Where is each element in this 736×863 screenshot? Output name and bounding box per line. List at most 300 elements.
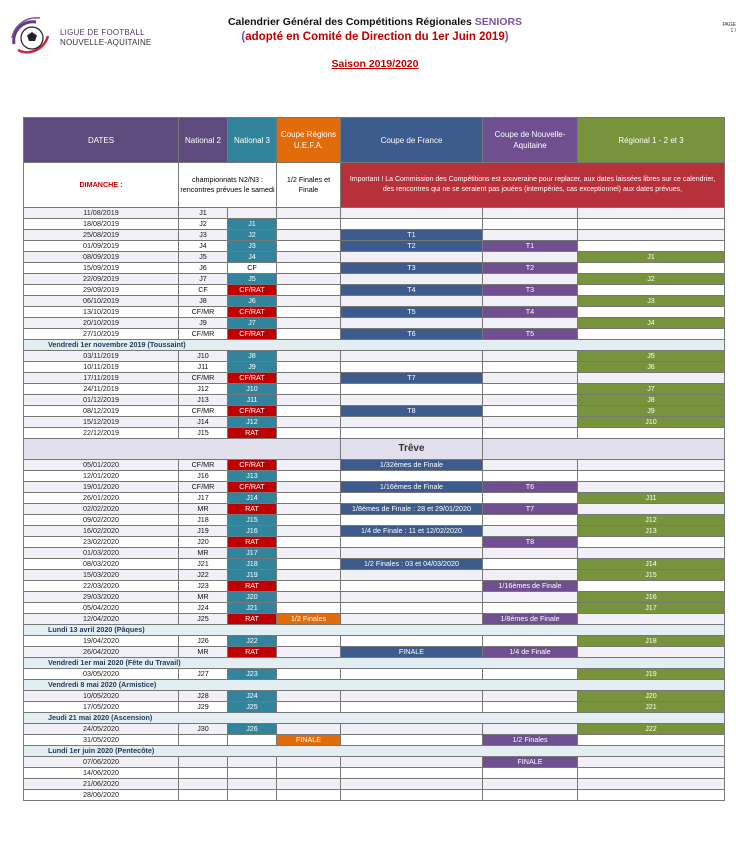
regional-cell [578,307,725,318]
national3-cell: J18 [228,559,277,570]
date-cell: 24/05/2020 [24,724,179,735]
date-cell: 15/12/2019 [24,417,179,428]
regional-cell: J12 [578,515,725,526]
uefa-cell [277,406,341,417]
uefa-cell [277,504,341,515]
national2-cell: MR [179,548,228,559]
date-cell: 12/01/2020 [24,471,179,482]
national3-cell: RAT [228,614,277,625]
coupe-na-cell [483,274,578,285]
coupe-france-cell [341,537,483,548]
coupe-na-cell [483,417,578,428]
calendar-row [24,537,725,548]
calendar-row [24,768,725,779]
holiday-label: Vendredi 8 mai 2020 (Armistice) [24,680,725,691]
national3-cell: J26 [228,724,277,735]
coupe-na-cell [483,691,578,702]
calendar-row [24,362,725,373]
coupe-france-cell: T4 [341,285,483,296]
national3-cell: J6 [228,296,277,307]
uefa-cell [277,757,341,768]
uefa-cell [277,263,341,274]
regional-cell: J5 [578,351,725,362]
football-logo-icon [8,14,54,60]
coupe-france-cell [341,219,483,230]
coupe-france-cell [341,515,483,526]
coupe-na-cell [483,779,578,790]
uefa-cell [277,790,341,801]
uefa-cell [277,373,341,384]
national2-cell: CF [179,285,228,296]
calendar-row [24,570,725,581]
uefa-note: 1/2 Finales et Finale [277,163,341,208]
date-cell: 19/04/2020 [24,636,179,647]
uefa-cell: 1/2 Finales [277,614,341,625]
national3-cell: CF/RAT [228,329,277,340]
coupe-na-cell: 1/16èmes de Finale [483,581,578,592]
calendar-row [24,460,725,471]
date-cell: 18/08/2019 [24,219,179,230]
coupe-france-cell [341,362,483,373]
national2-cell: J14 [179,417,228,428]
coupe-na-cell [483,395,578,406]
national2-cell: CF/MR [179,373,228,384]
national3-cell: CF/RAT [228,406,277,417]
break-spacer [483,439,725,460]
col-dates: DATES [24,118,179,163]
date-cell: 29/09/2019 [24,285,179,296]
national3-cell: J25 [228,702,277,713]
break-label: Trêve [341,439,483,460]
date-cell: 22/09/2019 [24,274,179,285]
regional-cell [578,263,725,274]
coupe-france-cell [341,428,483,439]
uefa-cell [277,428,341,439]
coupe-france-cell: T6 [341,329,483,340]
national2-cell: J30 [179,724,228,735]
calendar-row [24,482,725,493]
calendar-row [24,790,725,801]
coupe-france-cell: FINALE [341,647,483,658]
uefa-cell [277,285,341,296]
date-cell: 07/06/2020 [24,757,179,768]
national2-cell: J12 [179,384,228,395]
national3-cell: RAT [228,537,277,548]
regional-cell: J2 [578,274,725,285]
holiday-label: Vendredi 1er mai 2020 (Fête du Travail) [24,658,725,669]
date-cell: 11/08/2019 [24,208,179,219]
national2-cell [179,768,228,779]
regional-cell [578,219,725,230]
logo-line1: LIGUE DE FOOTBALL [60,28,145,37]
coupe-na-cell [483,592,578,603]
coupe-na-cell [483,790,578,801]
coupe-france-cell [341,702,483,713]
col-national2: National 2 [179,118,228,163]
uefa-cell: FINALE [277,735,341,746]
uefa-cell [277,493,341,504]
national3-cell: J2 [228,230,277,241]
coupe-na-cell [483,296,578,307]
national3-cell: J8 [228,351,277,362]
coupe-na-cell [483,471,578,482]
date-cell: 22/03/2020 [24,581,179,592]
subheader-row [24,163,725,208]
coupe-na-cell [483,219,578,230]
coupe-na-cell [483,318,578,329]
coupe-na-cell [483,230,578,241]
national3-cell [228,757,277,768]
date-cell: 17/11/2019 [24,373,179,384]
calendar-row [24,406,725,417]
national3-cell: J1 [228,219,277,230]
regional-cell: J6 [578,362,725,373]
uefa-cell [277,515,341,526]
regional-cell: J11 [578,493,725,504]
subtitle-close: ) [504,31,509,43]
national2-cell: J6 [179,263,228,274]
uefa-cell [277,384,341,395]
page-subtitle [180,31,570,43]
date-cell: 25/08/2019 [24,230,179,241]
page-title [180,16,570,28]
coupe-na-cell: T1 [483,241,578,252]
date-cell: 27/10/2019 [24,329,179,340]
regional-cell [578,647,725,658]
regional-cell: J10 [578,417,725,428]
uefa-cell [277,230,341,241]
coupe-france-cell [341,252,483,263]
title-main: Calendrier Général des Compétitions Régionales [227,16,472,28]
coupe-na-cell [483,702,578,713]
coupe-france-cell: T7 [341,373,483,384]
date-cell: 08/09/2019 [24,252,179,263]
national3-cell: J3 [228,241,277,252]
regional-cell [578,285,725,296]
uefa-cell [277,241,341,252]
national2-cell [179,735,228,746]
uefa-cell [277,779,341,790]
national2-cell: J11 [179,362,228,373]
coupe-france-cell [341,395,483,406]
regional-cell: J18 [578,636,725,647]
regional-cell: J1 [578,252,725,263]
regional-cell [578,768,725,779]
regional-cell [578,373,725,384]
regional-cell: J16 [578,592,725,603]
title-highlight: SENIORS [474,16,523,28]
coupe-france-cell: 1/2 Finales : 03 et 04/03/2020 [341,559,483,570]
date-cell: 29/03/2020 [24,592,179,603]
national2-cell: J18 [179,515,228,526]
coupe-france-cell: T5 [341,307,483,318]
national3-cell [228,208,277,219]
coupe-na-cell [483,208,578,219]
uefa-cell [277,570,341,581]
uefa-cell [277,526,341,537]
regional-cell [578,614,725,625]
national3-cell: CF/RAT [228,373,277,384]
coupe-na-cell [483,460,578,471]
coupe-france-cell [341,417,483,428]
national3-cell [228,735,277,746]
holiday-row [24,746,725,757]
coupe-na-cell [483,515,578,526]
regional-cell [578,482,725,493]
national3-cell: J12 [228,417,277,428]
date-cell: 02/02/2020 [24,504,179,515]
national2-cell: J3 [179,230,228,241]
calendar-row [24,614,725,625]
national2-cell: MR [179,504,228,515]
coupe-france-cell [341,614,483,625]
national2-cell: J2 [179,219,228,230]
national2-cell: J4 [179,241,228,252]
uefa-cell [277,318,341,329]
national3-cell: CF/RAT [228,285,277,296]
national3-cell: J15 [228,515,277,526]
date-cell: 17/05/2020 [24,702,179,713]
uefa-cell [277,702,341,713]
break-row [24,439,725,460]
col-coupe-france: Coupe de France [341,118,483,163]
uefa-cell [277,219,341,230]
national3-cell [228,768,277,779]
regional-cell: J9 [578,406,725,417]
national2-cell: J8 [179,296,228,307]
calendar-row [24,493,725,504]
col-coupe-na: Coupe de Nouvelle-Aquitaine [483,118,578,163]
coupe-france-cell: 1/8èmes de Finale : 28 et 29/01/2020 [341,504,483,515]
date-cell: 24/11/2019 [24,384,179,395]
calendar-row [24,384,725,395]
national2-cell: CF/MR [179,307,228,318]
coupe-france-cell [341,636,483,647]
regional-cell: J22 [578,724,725,735]
coupe-na-cell [483,724,578,735]
date-cell: 08/12/2019 [24,406,179,417]
regional-cell: J19 [578,669,725,680]
date-cell: 09/02/2020 [24,515,179,526]
calendar-row [24,559,725,570]
coupe-na-cell [483,669,578,680]
calendar-row [24,647,725,658]
national2-cell: J13 [179,395,228,406]
important-note: Important ! La Commission des Compétitions est souveraine pour replacer, aux dates laissées libres sur ce calendrier, des rencontres qui ne se seraient pas jouées (intempéries, cas exceptionnel) aux dates prévues, [341,163,725,208]
regional-cell [578,504,725,515]
regional-cell [578,581,725,592]
calendar-row [24,307,725,318]
national2-cell: J1 [179,208,228,219]
date-cell: 05/01/2020 [24,460,179,471]
coupe-na-cell: T3 [483,285,578,296]
regional-cell: J3 [578,296,725,307]
date-cell: 28/06/2020 [24,790,179,801]
holiday-row [24,658,725,669]
national3-cell: J24 [228,691,277,702]
date-cell: 19/01/2020 [24,482,179,493]
coupe-na-cell: 1/8èmes de Finale [483,614,578,625]
calendar-row [24,252,725,263]
national3-cell: J7 [228,318,277,329]
calendar-row [24,230,725,241]
national2-cell: J9 [179,318,228,329]
holiday-label: Lundi 1er juin 2020 (Pentecôte) [24,746,725,757]
uefa-cell [277,460,341,471]
coupe-france-cell [341,318,483,329]
coupe-na-cell: T7 [483,504,578,515]
coupe-na-cell: T4 [483,307,578,318]
national2-cell: CF/MR [179,329,228,340]
calendar-table [23,117,725,801]
regional-cell [578,790,725,801]
regional-cell: J21 [578,702,725,713]
holiday-row [24,340,725,351]
regional-cell [578,208,725,219]
calendar-row [24,373,725,384]
national3-cell: CF/RAT [228,460,277,471]
national2-cell: CF/MR [179,482,228,493]
coupe-france-cell [341,493,483,504]
regional-cell [578,428,725,439]
regional-cell: J8 [578,395,725,406]
date-cell: 01/09/2019 [24,241,179,252]
uefa-cell [277,581,341,592]
national2-cell: J23 [179,581,228,592]
subtitle-text: adopté en Comité de Direction du 1er Juin 2019 [245,31,505,43]
coupe-france-cell: T3 [341,263,483,274]
calendar-row [24,296,725,307]
national2-cell: J16 [179,471,228,482]
page-label: PAGE [722,22,736,28]
coupe-france-cell [341,548,483,559]
coupe-na-cell [483,636,578,647]
date-cell: 26/01/2020 [24,493,179,504]
date-cell: 08/03/2020 [24,559,179,570]
regional-cell [578,471,725,482]
coupe-france-cell [341,691,483,702]
national2-cell: J25 [179,614,228,625]
uefa-cell [277,395,341,406]
national3-cell: CF/RAT [228,482,277,493]
coupe-france-cell [341,351,483,362]
calendar-row [24,263,725,274]
coupe-france-cell [341,735,483,746]
coupe-france-cell: T8 [341,406,483,417]
calendar-row [24,417,725,428]
national2-cell: J19 [179,526,228,537]
national2-cell: J28 [179,691,228,702]
regional-cell: J15 [578,570,725,581]
coupe-na-cell [483,373,578,384]
coupe-france-cell [341,790,483,801]
coupe-na-cell [483,428,578,439]
uefa-cell [277,252,341,263]
coupe-france-cell: T2 [341,241,483,252]
calendar-row [24,428,725,439]
calendar-row [24,351,725,362]
col-national3: National 3 [228,118,277,163]
coupe-france-cell [341,592,483,603]
uefa-cell [277,274,341,285]
regional-cell: J7 [578,384,725,395]
calendar-row [24,515,725,526]
national3-cell: CF/RAT [228,307,277,318]
calendar-row [24,592,725,603]
calendar-row [24,548,725,559]
date-cell: 14/06/2020 [24,768,179,779]
coupe-france-cell [341,384,483,395]
date-cell: 16/02/2020 [24,526,179,537]
national3-cell: RAT [228,428,277,439]
coupe-france-cell: T1 [341,230,483,241]
date-cell: 05/04/2020 [24,603,179,614]
break-spacer [24,439,341,460]
coupe-france-cell [341,779,483,790]
national3-cell: RAT [228,647,277,658]
col-coupe-regions: Coupe Régions U.E.F.A. [277,118,341,163]
calendar-row [24,471,725,482]
calendar-row [24,504,725,515]
national2-cell: J20 [179,537,228,548]
coupe-na-cell: T2 [483,263,578,274]
holiday-row [24,680,725,691]
date-cell: 15/03/2020 [24,570,179,581]
coupe-na-cell [483,548,578,559]
national2-cell: MR [179,592,228,603]
national3-cell: CF [228,263,277,274]
coupe-na-cell [483,493,578,504]
national2-cell: J22 [179,570,228,581]
calendar-row [24,395,725,406]
national2-cell: CF/MR [179,460,228,471]
coupe-france-cell [341,603,483,614]
coupe-na-cell: 1/4 de Finale [483,647,578,658]
coupe-na-cell [483,351,578,362]
date-cell: 21/06/2020 [24,779,179,790]
regional-cell [578,537,725,548]
uefa-cell [277,362,341,373]
holiday-label: Lundi 13 avril 2020 (Pâques) [24,625,725,636]
date-cell: 01/12/2019 [24,395,179,406]
season-label: Saison 2019/2020 [331,58,419,70]
national2-cell: J7 [179,274,228,285]
national3-cell: J14 [228,493,277,504]
coupe-na-cell [483,526,578,537]
national3-cell [228,790,277,801]
coupe-na-cell: T6 [483,482,578,493]
calendar-row [24,779,725,790]
national2-cell: J15 [179,428,228,439]
national2-cell: CF/MR [179,406,228,417]
calendar-row [24,636,725,647]
date-cell: 22/12/2019 [24,428,179,439]
uefa-cell [277,691,341,702]
regional-cell: J4 [578,318,725,329]
regional-cell: J14 [578,559,725,570]
coupe-france-cell [341,724,483,735]
coupe-na-cell [483,384,578,395]
uefa-cell [277,724,341,735]
national3-cell: J23 [228,669,277,680]
regional-cell [578,548,725,559]
logo-line2: NOUVELLE-AQUITAINE [60,38,152,47]
national3-cell: J11 [228,395,277,406]
national3-cell: J9 [228,362,277,373]
coupe-france-cell [341,581,483,592]
national3-cell: J20 [228,592,277,603]
uefa-cell [277,208,341,219]
